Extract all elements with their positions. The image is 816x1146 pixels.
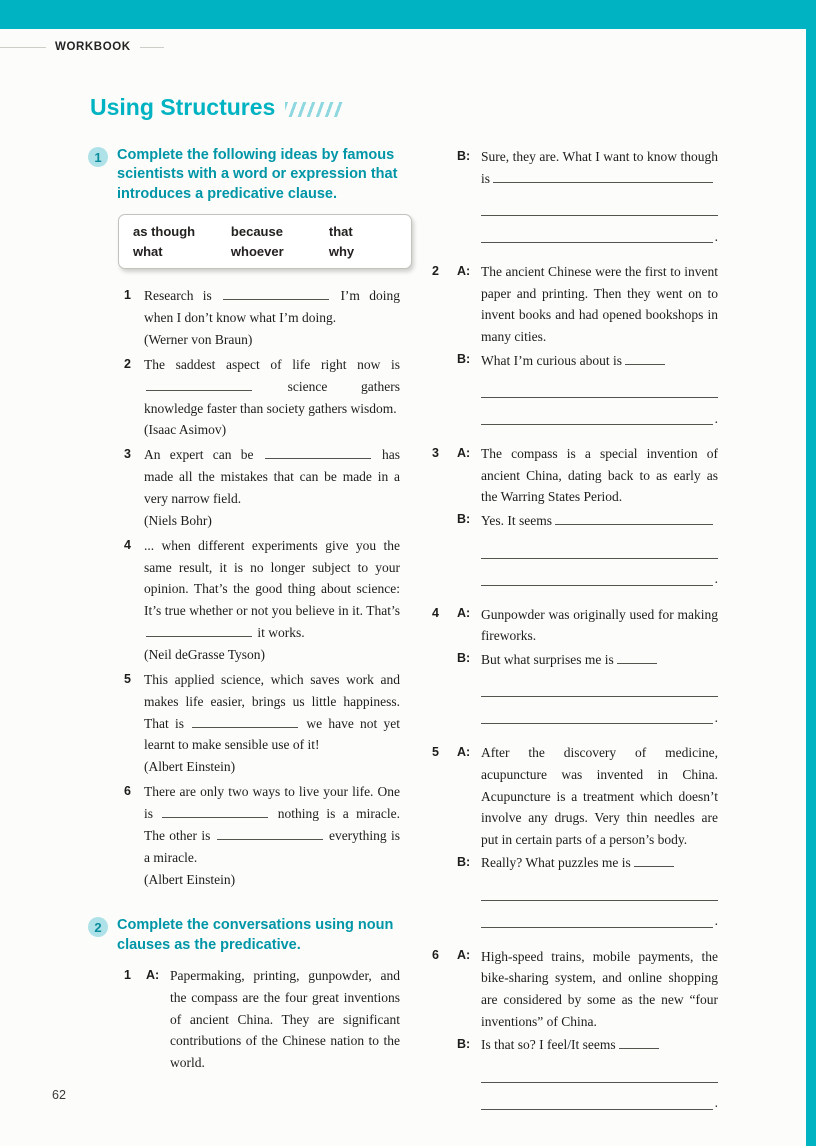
speaker-a-label: A: [457,606,471,621]
blank-rule [481,696,718,697]
page-number: 62 [52,1088,66,1102]
item-text-segment: ... when different experiments give you the same result, it is no longer subject to your opinion. That’s the good thing about science: It’s true whether or not you believe in it. That’s [144,537,400,619]
conversation-number: 2 [432,263,439,278]
speaker-b-text [481,350,718,426]
speaker-b-lead-text: But what surprises me is [481,651,618,667]
blank-rule [481,558,718,559]
page-header [0,41,164,53]
conversation-body [457,946,718,1112]
fill-in-blank-line[interactable] [481,874,718,901]
speaker-a-line [146,965,400,1073]
speaker-b-line [457,649,718,725]
blank-line-period: . [714,709,718,725]
fill-in-blank[interactable] [617,650,657,664]
exercise-2-header [88,916,400,955]
top-accent-bar [0,0,816,29]
item-text-segment: The saddest aspect of life right now is [144,356,400,372]
exercise-1-item [124,354,400,441]
speaker-a-line [457,443,718,508]
speaker-b-text [481,852,718,928]
speaker-b-label: B: [457,651,471,666]
fill-in-blank[interactable] [493,169,713,183]
word-bank-word: as though [133,224,196,240]
left-column [88,146,400,1091]
conversation-item [432,443,718,587]
conversation-number [432,146,457,245]
speaker-b-line [457,1034,718,1110]
item-text [144,444,400,531]
speaker-b-label: B: [457,1036,471,1051]
conversation-number: 5 [432,744,439,759]
fill-in-blank[interactable] [217,826,323,840]
workbook-label: WORKBOOK [55,41,131,53]
item-number: 1 [124,288,131,303]
fill-in-blank-line[interactable] [481,1056,718,1083]
conversation-number: 4 [432,606,439,621]
speaker-b-text [481,510,718,586]
item-text-segment: has made all the mistakes that can be made in a very narrow field. [144,447,400,506]
speaker-b-lead-text: Sure, they are. What I want to know though is [481,149,718,186]
exercise-1-number-badge: 1 [88,147,108,167]
conversation-number: 1 [124,967,131,982]
speaker-a-text: After the discovery of medicine, acupuncture was invented in China. Acupuncture is a treatment which doesn’t involve any drugs. Very thin needles are put in certain parts of a person’s body. [481,745,718,847]
exercise-1-item [124,781,400,890]
blank-rule [481,1109,713,1110]
conversation-item [432,946,718,1112]
blank-rule [481,723,713,724]
exercise-1-items [88,285,400,890]
conversation-body [457,742,718,930]
speaker-a-text: High-speed trains, mobile payments, the bike-sharing system, and online shopping are considered by some as the new “four inventions” of China. [481,948,718,1029]
blank-rule [481,424,713,425]
speaker-a-line [457,604,718,647]
conversation-item [432,604,718,727]
fill-in-blank[interactable] [146,377,252,391]
item-text-segment: we have not yet learnt to make sensible use of it! [144,715,400,753]
conversation-body [457,604,718,727]
exercise-2-instruction: Complete the conversations using noun clauses as the predicative. [117,917,394,953]
speaker-a-line [457,261,718,347]
fill-in-blank-line[interactable] [481,371,718,398]
item-text-segment: everything is a miracle. [144,827,400,865]
conversation-number: 3 [432,445,439,460]
item-text [144,781,400,890]
speaker-a-label: A: [146,967,160,982]
speaker-a-label: A: [457,263,471,278]
word-bank-word: whoever [230,244,284,260]
blank-line-period: . [714,571,718,587]
conversation-body [457,261,718,427]
speaker-a-text: Papermaking, printing, gunpowder, and the compass are the four great inventions of ancient China. They are significant contributions of the Chinese nation to the world. [170,968,400,1070]
fill-in-blank-line[interactable] [481,559,718,586]
item-text [144,669,400,778]
speaker-a-text: Gunpowder was originally used for making fireworks. [481,606,718,644]
word-bank-box [118,214,412,269]
item-number: 3 [124,447,131,462]
blank-rule [481,397,718,398]
speaker-b-text [481,649,718,725]
conversations-right [432,146,718,1128]
blank-line-period: . [714,1095,718,1111]
attribution: (Albert Einstein) [144,759,236,775]
page-title [90,94,343,121]
attribution: (Niels Bohr) [144,512,212,528]
item-text [144,354,400,441]
exercise-1-item [124,535,400,666]
attribution: (Albert Einstein) [144,871,236,887]
blank-line-period: . [714,913,718,929]
right-accent-bar [806,29,816,1146]
exercise-1-item [124,444,400,531]
speaker-b-label: B: [457,854,471,869]
conversation-item [124,965,400,1075]
item-text-segment: An expert can be [144,447,263,463]
fill-in-blank[interactable] [146,623,252,637]
item-text-segment: This applied science, which saves work and makes life easier, brings us little happiness. That is [144,671,400,731]
item-text [144,535,400,666]
fill-in-blank[interactable] [625,351,665,365]
item-text-segment: it works. [257,625,305,641]
fill-in-blank-line[interactable] [481,216,718,243]
speaker-a-label: A: [457,948,471,963]
item-text-segment: science gathers knowledge faster than society gathers wisdom. [144,378,400,416]
conversation-item [432,146,718,245]
speaker-b-line [457,146,718,243]
fill-in-blank[interactable] [555,511,713,525]
attribution: (Isaac Asimov) [144,422,227,438]
item-number: 6 [124,784,131,799]
word-bank-word: that [328,224,353,240]
speaker-a-line [457,946,718,1032]
conversations-left [88,965,400,1075]
fill-in-blank-line[interactable] [481,398,718,425]
fill-in-blank-line[interactable] [481,697,718,724]
word-bank-word: why [328,244,355,260]
speaker-b-lead-text: What I’m curious about is [481,352,626,368]
speaker-b-lead-text: Really? What puzzles me is [481,855,635,871]
blank-rule [481,1082,718,1083]
blank-rule [481,242,713,243]
fill-in-blank[interactable] [634,853,674,867]
conversation-body [457,443,718,587]
word-bank-word: because [230,224,283,240]
attribution: (Werner von Braun) [144,331,253,347]
fill-in-blank-line[interactable] [481,901,718,928]
header-rule-left [0,47,46,48]
fill-in-blank-line[interactable] [481,1083,718,1110]
speaker-b-line [457,510,718,586]
speaker-a-line [457,742,718,850]
item-text-segment: I’m doing when I don’t know what I’m doing. [144,288,400,326]
conversation-item [432,261,718,427]
item-text-segment: There are only two ways to live your life. One is [144,784,400,822]
blank-line-period: . [714,228,718,244]
speaker-a-label: A: [457,445,471,460]
word-bank-word: what [133,244,163,260]
speaker-b-text [481,1034,718,1110]
item-text-segment: nothing is a miracle. The other is [144,806,400,843]
exercise-2-number-badge: 2 [88,917,108,937]
exercise-1-instruction: Complete the following ideas by famous scientists with a word or expression that introduces a predicative clause. [117,147,398,202]
speaker-b-label: B: [457,512,471,527]
page-title-text: Using Structures [90,94,276,120]
speaker-b-line [457,350,718,426]
fill-in-blank[interactable] [192,714,298,728]
fill-in-blank[interactable] [162,804,268,818]
header-rule-right [140,47,164,48]
blank-rule [481,927,713,928]
title-hatch-decoration [285,102,343,117]
blank-line-period: . [714,410,718,426]
item-text-segment: Research is [144,288,222,304]
blank-rule [481,900,718,901]
fill-in-blank[interactable] [265,445,371,459]
conversation-item [432,742,718,930]
exercise-1-item [124,285,400,351]
fill-in-blank-line[interactable] [481,189,718,216]
fill-in-blank-line[interactable] [481,670,718,697]
item-number: 4 [124,537,131,552]
speaker-b-lead-text: Yes. It seems [481,512,556,528]
speaker-b-text [481,146,718,243]
conversation-body [146,965,400,1075]
speaker-a-text: The ancient Chinese were the first to invent paper and printing. Then they went on to invent books and had opened bookshops in many cities. [481,264,718,344]
fill-in-blank[interactable] [619,1035,659,1049]
exercise-1-header [88,146,400,204]
exercise-1-item [124,669,400,778]
speaker-b-lead-text: Is that so? I feel/It seems [481,1037,619,1053]
fill-in-blank[interactable] [223,286,329,300]
attribution: (Neil deGrasse Tyson) [144,647,266,663]
conversation-number: 6 [432,948,439,963]
item-text [144,285,400,351]
item-number: 5 [124,671,131,686]
blank-rule [481,215,718,216]
speaker-b-label: B: [457,148,471,163]
blank-rule [481,585,713,586]
speaker-a-label: A: [457,744,471,759]
item-number: 2 [124,356,131,371]
speaker-b-line [457,852,718,928]
fill-in-blank-line[interactable] [481,532,718,559]
speaker-b-label: B: [457,352,471,367]
speaker-a-text: The compass is a special invention of ancient China, dating back to as early as the Warring States Period. [481,446,718,505]
conversation-body [457,146,718,245]
